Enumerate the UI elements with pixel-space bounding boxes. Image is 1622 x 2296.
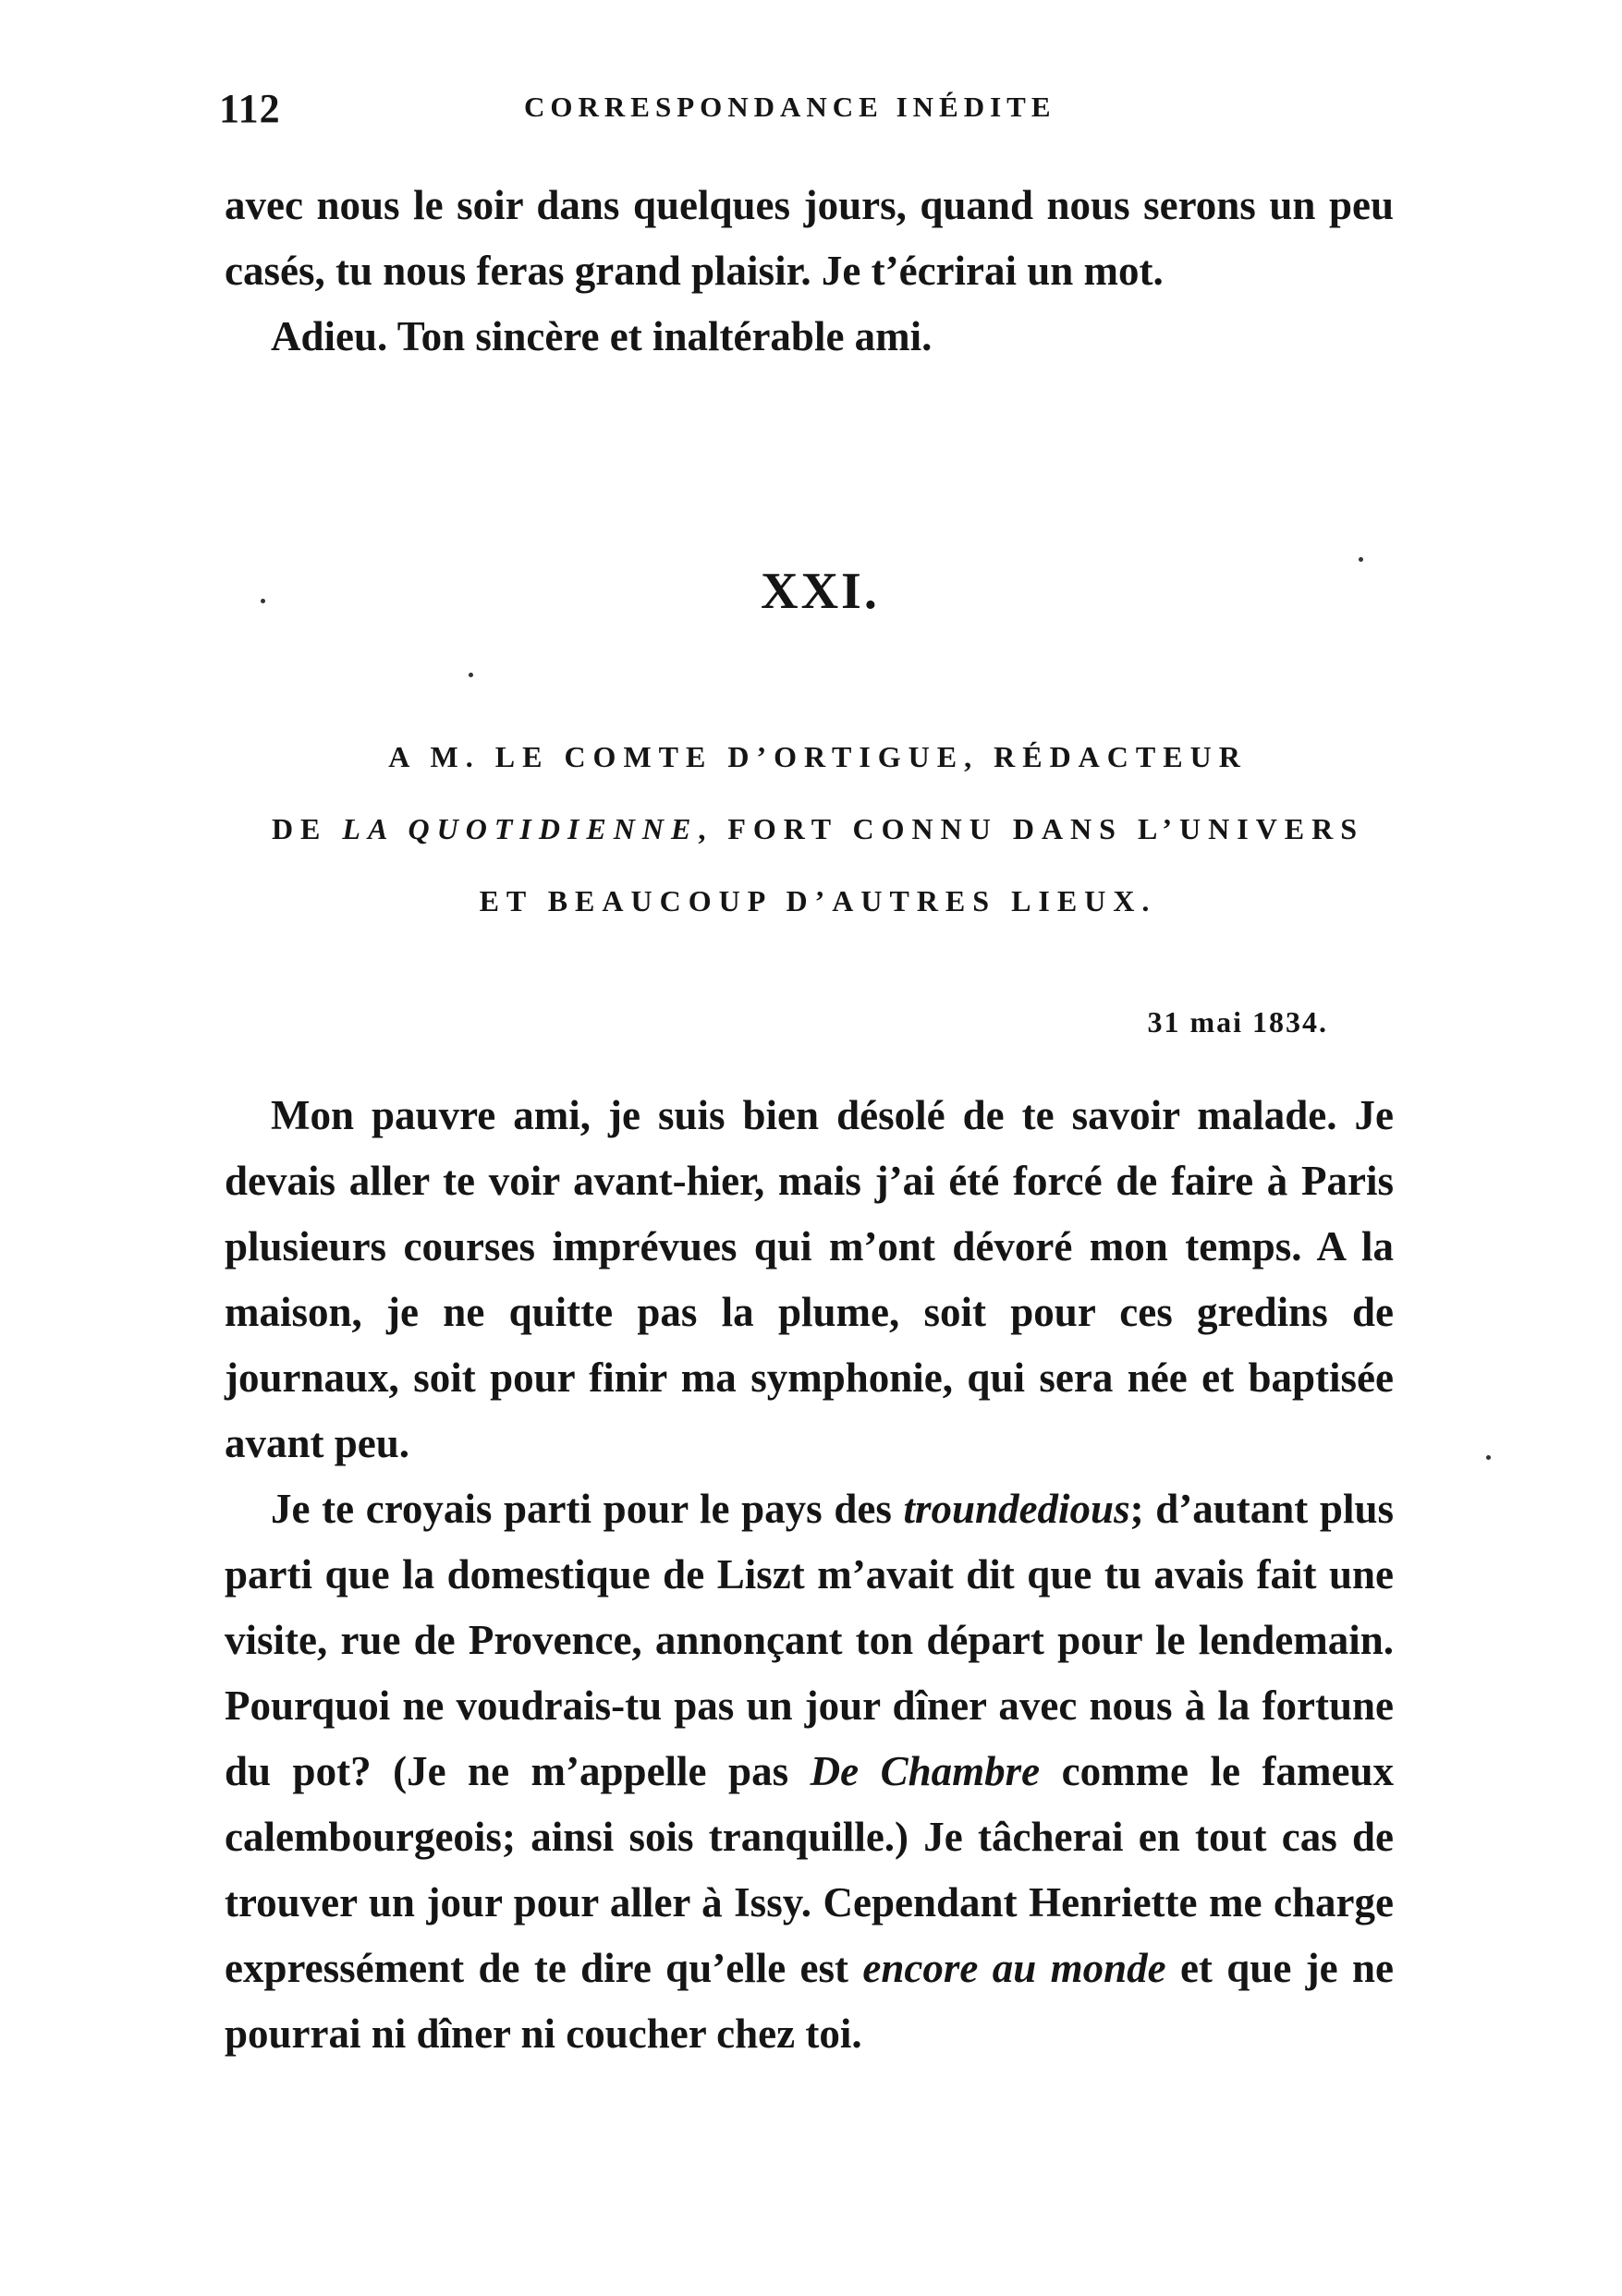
body-text-segment: ; d’autant plus parti que la domestique de Liszt m’avait dit que tu avais fait une visite, rue de Provence, annonçant ton départ pour le lendemain. Pourquoi ne voudrais-tu pas un jour dîner avec nous à la fortune du pot? (Je ne m’appelle pas: [225, 1486, 1394, 1794]
address-line-2: [240, 793, 1396, 865]
italic-phrase: encore au monde: [862, 1945, 1166, 1991]
print-speck: [1486, 1455, 1491, 1460]
address-suffix: , FORT CONNU DANS L’UNIVERS: [698, 812, 1365, 845]
italic-term: troundedious: [903, 1486, 1130, 1532]
letter-number: XXI.: [761, 563, 880, 620]
print-speck: [261, 599, 265, 603]
address-line-1: A M. LE COMTE D’ORTIGUE, RÉDACTEUR: [388, 740, 1248, 773]
body-text-segment: et que je ne pourrai ni dîner ni coucher chez toi.: [225, 1945, 1394, 2057]
newspaper-title: LA QUOTIDIENNE: [342, 812, 699, 845]
print-speck: [1359, 557, 1363, 562]
running-head: [219, 85, 1152, 140]
body-text-segment: comme le fameux calembourgeois; ainsi sois tranquille.) Je tâcherai en tout cas de trouver un jour pour aller à Issy. Cependant Henriette me charge expressément de te dire qu’elle est: [225, 1748, 1394, 1991]
address-line-3: ET BEAUCOUP D’AUTRES LIEUX.: [479, 884, 1157, 917]
address-prefix: DE: [271, 812, 343, 845]
running-title: CORRESPONDANCE INÉDITE: [524, 91, 1056, 123]
letter-address: [240, 721, 1396, 937]
body-paragraph-1: Mon pauvre ami, je suis bien désolé de te savoir malade. Je devais aller te voir avant-hier, mais j’ai été forcé de faire à Paris plusieurs courses imprévues qui m’ont dévoré mon temps. A la maison, je ne quitte pas la plume, soit pour ces gredins de journaux, soit pour finir ma symphonie, qui sera née et baptisée avant peu.: [225, 1092, 1394, 1466]
print-speck: [469, 673, 473, 677]
letter-date: 31 mai 1834.: [1147, 1005, 1328, 1039]
opening-paragraph: avec nous le soir dans quelques jours, quand nous serons un peu casés, tu nous feras grand plaisir. Je t’écrirai un mot.: [225, 182, 1394, 294]
page-number: 112: [219, 86, 281, 131]
closing-salutation: Adieu. Ton sincère et inaltérable ami.: [271, 313, 933, 359]
italic-name: De Chambre: [810, 1748, 1041, 1794]
letter-body: [225, 1083, 1394, 2067]
body-text-segment: Je te croyais parti pour le pays des: [271, 1486, 904, 1532]
opening-text: [225, 173, 1394, 370]
body-paragraph-2: [225, 1476, 1394, 2067]
